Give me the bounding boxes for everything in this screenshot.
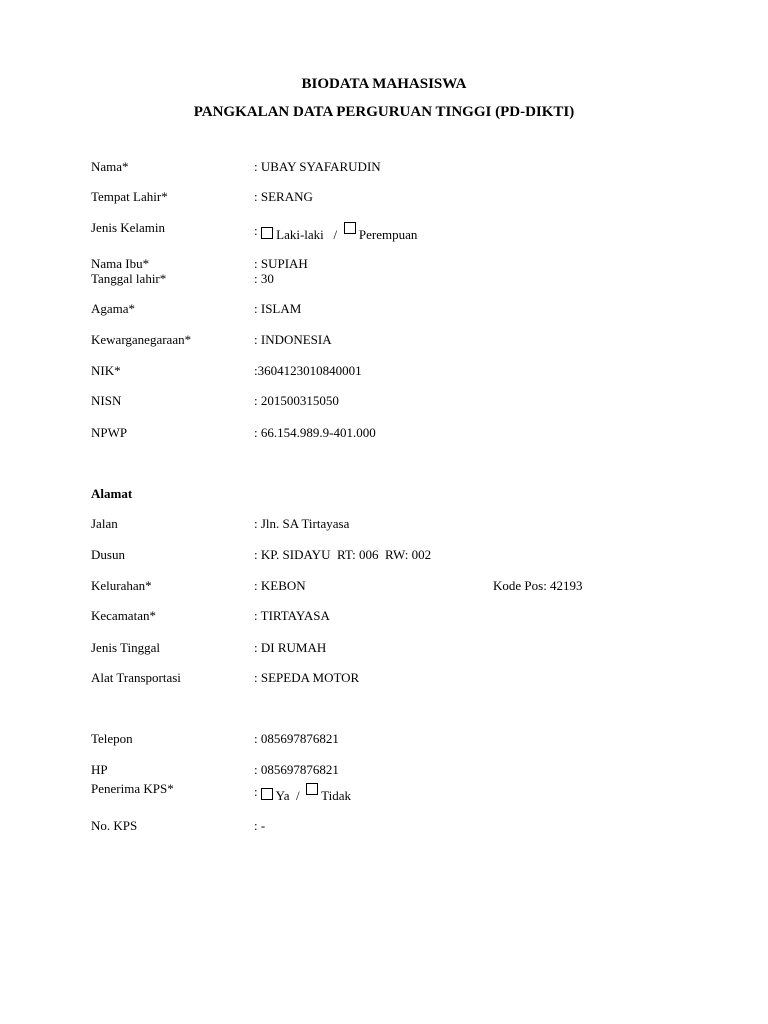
label-telepon: Telepon	[91, 731, 133, 746]
colon: :	[254, 223, 258, 238]
value-nisn: : 201500315050	[254, 393, 339, 408]
label-kewarganegaraan: Kewarganegaraan*	[91, 332, 192, 347]
colon: :	[254, 784, 258, 799]
label-alat-transportasi: Alat Transportasi	[91, 670, 181, 685]
value-hp: : 085697876821	[254, 762, 339, 777]
value-nik: :3604123010840001	[254, 363, 362, 378]
document-subtitle: PANGKALAN DATA PERGURUAN TINGGI (PD-DIKTI)	[193, 104, 575, 120]
value-npwp: : 66.154.989.9-401.000	[254, 425, 376, 440]
value-kode-pos: Kode Pos: 42193	[493, 578, 583, 593]
value-kewarganegaraan: : INDONESIA	[254, 332, 332, 347]
label-nisn: NISN	[91, 393, 122, 408]
value-tempat-lahir: : SERANG	[254, 189, 313, 204]
label-agama: Agama*	[91, 301, 136, 316]
label-tanggal-lahir: Tanggal lahir*	[91, 271, 167, 286]
value-jalan: : Jln. SA Tirtayasa	[254, 516, 350, 531]
value-alat-transportasi: : SEPEDA MOTOR	[254, 670, 360, 685]
option-perempuan: Perempuan	[358, 227, 418, 242]
separator: /	[296, 788, 300, 803]
label-jenis-kelamin: Jenis Kelamin	[91, 220, 166, 235]
label-nik: NIK*	[91, 363, 121, 378]
checkbox-perempuan[interactable]	[344, 222, 356, 234]
label-kelurahan: Kelurahan*	[91, 578, 152, 593]
label-dusun: Dusun	[91, 547, 125, 562]
label-npwp: NPWP	[91, 425, 128, 440]
checkbox-tidak[interactable]	[306, 783, 318, 795]
value-kelurahan: : KEBON	[254, 578, 306, 593]
value-penerima-kps	[254, 783, 352, 803]
label-hp: HP	[91, 762, 108, 777]
value-nama-ibu: : SUPIAH	[254, 256, 308, 271]
option-tidak: Tidak	[321, 788, 352, 803]
value-jenis-tinggal: : DI RUMAH	[254, 640, 327, 655]
label-jenis-tinggal: Jenis Tinggal	[91, 640, 160, 655]
label-tempat-lahir: Tempat Lahir*	[91, 189, 168, 204]
value-dusun: : KP. SIDAYU RT: 006 RW: 002	[254, 547, 432, 562]
label-nama-ibu: Nama Ibu*	[91, 256, 150, 271]
value-jenis-kelamin	[254, 222, 418, 242]
label-nama: Nama*	[91, 159, 129, 174]
label-no-kps: No. KPS	[91, 818, 138, 833]
value-nama: : UBAY SYAFARUDIN	[254, 159, 381, 174]
label-kecamatan: Kecamatan*	[91, 608, 156, 623]
value-kecamatan: : TIRTAYASA	[254, 608, 330, 623]
option-laki-laki: Laki-laki	[276, 227, 324, 242]
label-penerima-kps: Penerima KPS*	[91, 781, 174, 796]
separator: /	[333, 227, 338, 242]
value-no-kps: : -	[254, 818, 266, 833]
option-ya: Ya	[275, 788, 290, 803]
label-jalan: Jalan	[91, 516, 118, 531]
value-agama: : ISLAM	[254, 301, 302, 316]
section-alamat: Alamat	[91, 486, 133, 501]
checkbox-ya[interactable]	[261, 788, 273, 800]
document-title: BIODATA MAHASISWA	[301, 76, 467, 92]
checkbox-laki-laki[interactable]	[261, 227, 273, 239]
value-tanggal-lahir: : 30	[254, 271, 274, 286]
value-telepon: : 085697876821	[254, 731, 339, 746]
